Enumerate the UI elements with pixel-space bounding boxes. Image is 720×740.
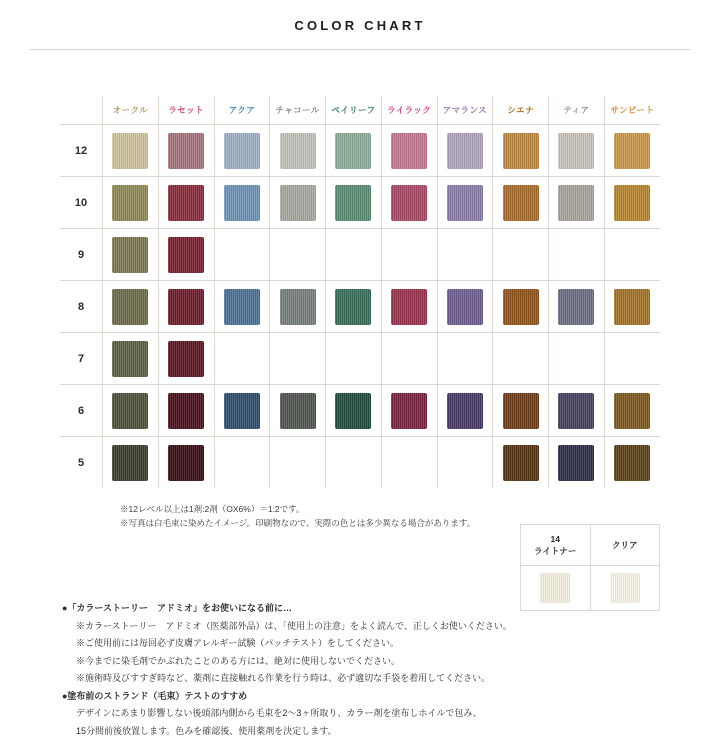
swatch-cell bbox=[493, 385, 549, 437]
swatch-cell bbox=[103, 281, 159, 333]
color-swatch bbox=[558, 133, 594, 169]
column-header-aqua: アクア bbox=[214, 96, 270, 125]
color-swatch bbox=[614, 133, 650, 169]
extra-header-clear-line1: クリア bbox=[611, 539, 638, 550]
color-swatch bbox=[112, 133, 148, 169]
color-swatch bbox=[614, 185, 650, 221]
swatch-cell bbox=[493, 177, 549, 229]
swatch-cell bbox=[326, 125, 382, 177]
table-row bbox=[60, 229, 660, 281]
swatch-cell bbox=[437, 177, 493, 229]
color-swatch bbox=[558, 445, 594, 481]
swatch-cell bbox=[158, 229, 214, 281]
swatch-cell bbox=[381, 229, 437, 281]
color-swatch bbox=[112, 341, 148, 377]
column-header-ochre: オークル bbox=[103, 96, 159, 125]
swatch-cell bbox=[326, 385, 382, 437]
row-header-level: 12 bbox=[60, 125, 103, 177]
swatch-cell bbox=[381, 177, 437, 229]
table-row bbox=[60, 281, 660, 333]
color-swatch bbox=[168, 237, 204, 273]
color-swatch bbox=[280, 289, 316, 325]
extra-header-lightner bbox=[521, 525, 591, 566]
swatch-cell bbox=[270, 177, 326, 229]
row-header-level: 5 bbox=[60, 437, 103, 489]
caution-text-2: ※ご使用前には毎回必ず皮膚アレルギー試験（パッチテスト）をしてください。 bbox=[76, 638, 400, 649]
color-swatch bbox=[335, 185, 371, 221]
table-row bbox=[60, 125, 660, 177]
caution-text-4: ※施術時及びすすぎ時など、薬剤に直接触れる作業を行う時は、必ず適切な手袋を着用してください。 bbox=[76, 673, 491, 684]
swatch-cell bbox=[103, 177, 159, 229]
swatch-cell bbox=[270, 437, 326, 489]
color-swatch bbox=[391, 133, 427, 169]
swatch-cell bbox=[270, 125, 326, 177]
color-swatch bbox=[112, 237, 148, 273]
column-header-charcoal: チャコール bbox=[270, 96, 326, 125]
extra-header-clear bbox=[590, 525, 660, 566]
column-header-lilac: ライラック bbox=[381, 96, 437, 125]
swatch-cell bbox=[103, 437, 159, 489]
swatch-cell bbox=[604, 229, 660, 281]
table-row bbox=[60, 333, 660, 385]
color-swatch bbox=[558, 393, 594, 429]
swatch-cell bbox=[214, 333, 270, 385]
color-swatch bbox=[391, 393, 427, 429]
caution-text-1: ※カラーストーリー アドミオ（医薬部外品）は、「使用上の注意」をよく読んで、正しくお使いください。 bbox=[76, 620, 512, 631]
swatch-cell bbox=[604, 333, 660, 385]
color-swatch bbox=[224, 393, 260, 429]
swatch-cell bbox=[214, 437, 270, 489]
swatch-cell bbox=[381, 125, 437, 177]
swatch-cell bbox=[437, 437, 493, 489]
page-title: COLOR CHART bbox=[294, 18, 426, 33]
swatch-cell bbox=[326, 281, 382, 333]
extra-header-lightner-line1: 14 bbox=[550, 533, 560, 544]
color-chart-table-wrap bbox=[60, 96, 660, 531]
swatch-cell bbox=[549, 437, 605, 489]
swatch-cell bbox=[214, 385, 270, 437]
swatch-lightner bbox=[540, 573, 570, 603]
extra-shades-table-wrap bbox=[520, 524, 660, 611]
swatch-cell bbox=[437, 281, 493, 333]
swatch-cell bbox=[437, 385, 493, 437]
color-swatch bbox=[614, 289, 650, 325]
swatch-cell bbox=[103, 333, 159, 385]
swatch-cell bbox=[549, 125, 605, 177]
color-swatch bbox=[168, 341, 204, 377]
color-swatch bbox=[168, 185, 204, 221]
row-header-level: 9 bbox=[60, 229, 103, 281]
swatch-cell bbox=[214, 281, 270, 333]
color-swatch bbox=[224, 185, 260, 221]
color-swatch bbox=[503, 445, 539, 481]
color-swatch bbox=[503, 133, 539, 169]
color-swatch bbox=[168, 393, 204, 429]
swatch-clear bbox=[610, 573, 640, 603]
table-header-row bbox=[60, 96, 660, 125]
swatch-cell bbox=[437, 229, 493, 281]
swatch-cell bbox=[549, 333, 605, 385]
color-chart-body bbox=[60, 125, 660, 489]
color-swatch bbox=[447, 185, 483, 221]
color-swatch bbox=[614, 393, 650, 429]
color-swatch bbox=[447, 393, 483, 429]
caution-text-6: 15分間前後放置します。色みを確認後、使用薬剤を決定します。 bbox=[76, 725, 337, 736]
color-swatch bbox=[447, 289, 483, 325]
swatch-cell bbox=[158, 437, 214, 489]
color-swatch bbox=[280, 185, 316, 221]
color-swatch bbox=[558, 289, 594, 325]
color-swatch bbox=[335, 289, 371, 325]
row-header-level: 7 bbox=[60, 333, 103, 385]
swatch-cell bbox=[158, 333, 214, 385]
swatch-cell bbox=[214, 177, 270, 229]
color-swatch bbox=[168, 445, 204, 481]
row-header-level: 6 bbox=[60, 385, 103, 437]
swatch-cell bbox=[604, 281, 660, 333]
swatch-cell bbox=[437, 125, 493, 177]
swatch-cell bbox=[493, 281, 549, 333]
swatch-cell bbox=[270, 333, 326, 385]
swatch-cell bbox=[158, 177, 214, 229]
caution-heading-2: ●塗布前のストランド（毛束）テストのすすめ bbox=[62, 690, 248, 701]
swatch-cell bbox=[326, 229, 382, 281]
caution-text-3: ※今までに染毛剤でかぶれたことのある方には、絶対に使用しないでください。 bbox=[76, 655, 401, 666]
column-header-russet: ラセット bbox=[158, 96, 214, 125]
color-swatch bbox=[280, 133, 316, 169]
corner-cell bbox=[60, 96, 103, 125]
swatch-cell bbox=[604, 125, 660, 177]
swatch-cell bbox=[493, 437, 549, 489]
color-swatch bbox=[112, 393, 148, 429]
swatch-cell bbox=[437, 333, 493, 385]
chart-note-2: ※写真は白毛束に染めたイメージ。印刷物なので、実際の色とは多少異なる場合があります。 bbox=[120, 518, 476, 529]
swatch-cell bbox=[604, 385, 660, 437]
cautions-block bbox=[62, 600, 662, 740]
swatch-cell bbox=[103, 229, 159, 281]
swatch-cell bbox=[214, 229, 270, 281]
caution-heading-1: ●「カラーストーリー アドミオ」をお使いになる前に… bbox=[62, 603, 292, 613]
header-divider bbox=[30, 49, 690, 50]
color-swatch bbox=[168, 133, 204, 169]
color-swatch bbox=[614, 445, 650, 481]
swatch-cell bbox=[214, 125, 270, 177]
color-swatch bbox=[391, 185, 427, 221]
color-swatch bbox=[503, 393, 539, 429]
swatch-cell bbox=[493, 229, 549, 281]
swatch-cell bbox=[326, 437, 382, 489]
swatch-cell bbox=[381, 437, 437, 489]
swatch-cell bbox=[381, 281, 437, 333]
color-swatch bbox=[503, 289, 539, 325]
swatch-cell bbox=[549, 229, 605, 281]
swatch-cell bbox=[604, 437, 660, 489]
swatch-cell bbox=[158, 125, 214, 177]
swatch-cell bbox=[381, 333, 437, 385]
swatch-cell bbox=[270, 229, 326, 281]
color-swatch bbox=[280, 393, 316, 429]
color-swatch bbox=[168, 289, 204, 325]
color-swatch bbox=[447, 133, 483, 169]
swatch-cell bbox=[549, 385, 605, 437]
page-header bbox=[0, 0, 720, 50]
column-header-amaranth: アマランス bbox=[437, 96, 493, 125]
swatch-cell bbox=[326, 333, 382, 385]
color-swatch bbox=[503, 185, 539, 221]
swatch-cell bbox=[158, 281, 214, 333]
color-swatch bbox=[224, 289, 260, 325]
swatch-cell bbox=[326, 177, 382, 229]
swatch-cell bbox=[270, 385, 326, 437]
row-header-level: 8 bbox=[60, 281, 103, 333]
row-header-level: 10 bbox=[60, 177, 103, 229]
color-swatch bbox=[112, 289, 148, 325]
chart-note-1: ※12レベル以上は1剤:2剤（OX6%）＝1:2です。 bbox=[120, 504, 305, 514]
color-swatch bbox=[112, 445, 148, 481]
table-row bbox=[60, 177, 660, 229]
color-swatch bbox=[558, 185, 594, 221]
column-header-sienna: シエナ bbox=[493, 96, 549, 125]
caution-text-5: デザインにあまり影響しない後頭部内側から毛束を2〜3ヶ所取り、カラー剤を塗布しホイルで包み、 bbox=[76, 708, 482, 719]
swatch-cell bbox=[493, 125, 549, 177]
swatch-cell bbox=[270, 281, 326, 333]
color-swatch bbox=[224, 133, 260, 169]
column-header-tia: ティア bbox=[549, 96, 605, 125]
swatch-cell bbox=[103, 385, 159, 437]
swatch-cell bbox=[549, 177, 605, 229]
swatch-cell bbox=[158, 385, 214, 437]
color-swatch bbox=[335, 133, 371, 169]
extra-header-lightner-line2: ライトナー bbox=[534, 546, 577, 556]
color-chart-table bbox=[60, 96, 660, 488]
swatch-cell bbox=[493, 333, 549, 385]
column-header-paleleaf: ペイリーフ bbox=[326, 96, 382, 125]
color-swatch bbox=[335, 393, 371, 429]
table-row bbox=[60, 437, 660, 489]
color-swatch bbox=[391, 289, 427, 325]
extra-header-row bbox=[521, 525, 660, 566]
swatch-cell bbox=[604, 177, 660, 229]
extra-shades-table bbox=[520, 524, 660, 611]
table-row bbox=[60, 385, 660, 437]
swatch-cell bbox=[381, 385, 437, 437]
swatch-cell bbox=[103, 125, 159, 177]
column-header-sunbeat: サンビート bbox=[604, 96, 660, 125]
color-swatch bbox=[112, 185, 148, 221]
swatch-cell bbox=[549, 281, 605, 333]
